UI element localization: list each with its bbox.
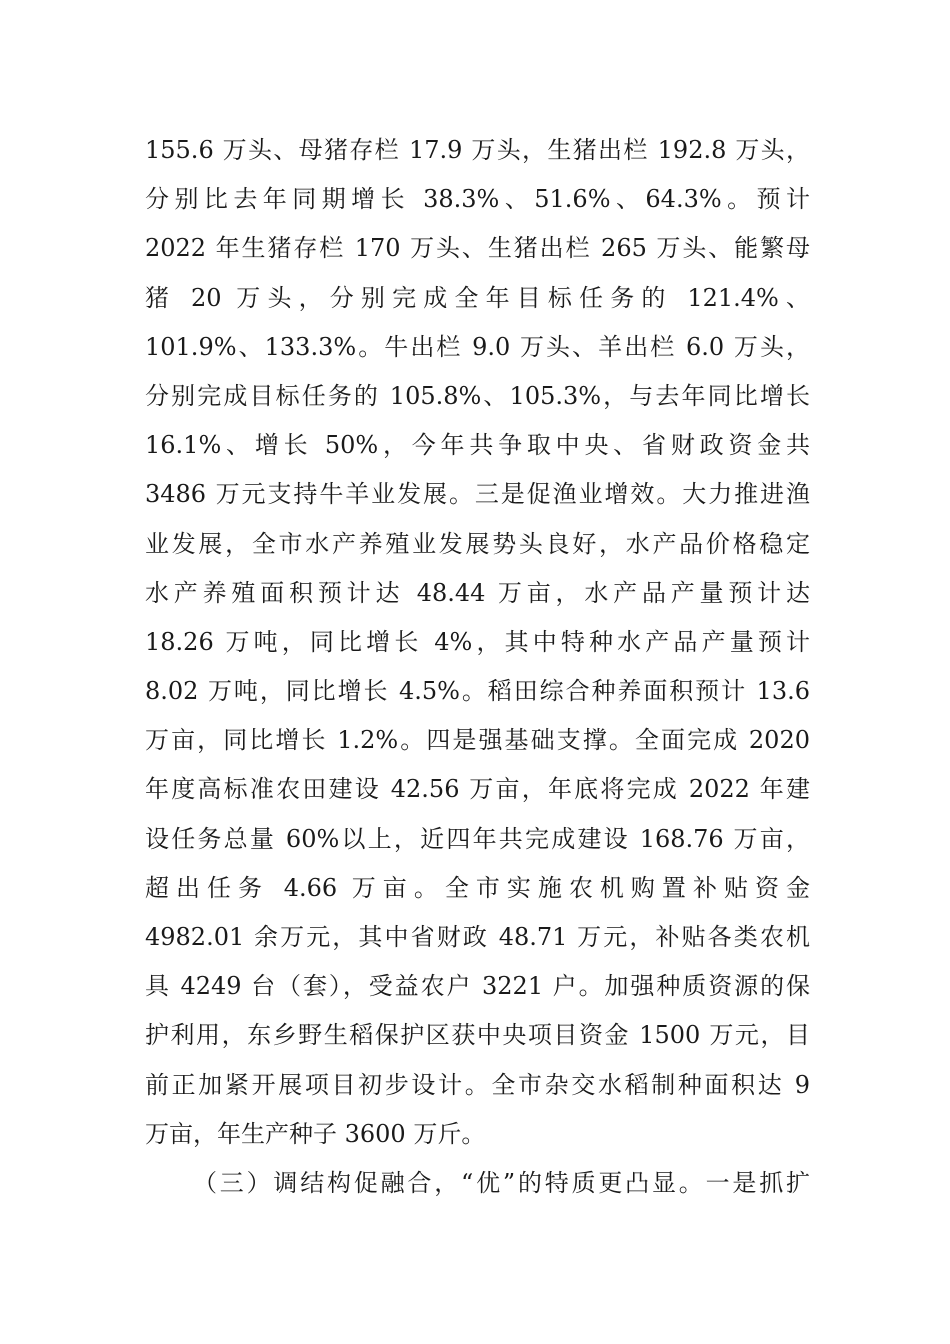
text-line: 具 4249 台（套），受益农户 3221 户。加强种质资源的保 (145, 972, 810, 1001)
body-text (145, 126, 810, 1208)
text-line: 前正加紧开展项目初步设计。全市杂交水稻制种面积达 9 (145, 1070, 810, 1099)
text-line: 分别完成目标任务的 105.8%、105.3%，与去年同比增长 (145, 381, 810, 410)
text-line: 护利用，东乡野生稻保护区获中央项目资金 1500 万元，目 (145, 1021, 810, 1050)
text-line: 101.9%、133.3%。牛出栏 9.0 万头、羊出栏 6.0 万头， (145, 332, 810, 361)
text-line: 业发展，全市水产养殖业发展势头良好，水产品价格稳定 (145, 529, 810, 558)
text-line: 水产养殖面积预计达 48.44 万亩，水产品产量预计达 (145, 578, 810, 607)
text-line: 2022 年生猪存栏 170 万头、生猪出栏 265 万头、能繁母 (145, 234, 810, 263)
text-line: 4982.01 余万元，其中省财政 48.71 万元，补贴各类农机 (145, 923, 810, 951)
text-line: 设任务总量 60%以上，近四年共完成建设 168.76 万亩， (145, 824, 810, 853)
text-line: 3486 万元支持牛羊业发展。三是促渔业增效。大力推进渔 (145, 480, 810, 509)
text-line: 155.6 万头、母猪存栏 17.9 万头，生猪出栏 192.8 万头， (145, 136, 810, 164)
text-line: 8.02 万吨，同比增长 4.5%。稻田综合种养面积预计 13.6 (145, 677, 810, 706)
section-heading-line: （三）调结构促融合，“优”的特质更凸显。一是抓扩 (193, 1168, 810, 1197)
text-line: 16.1%、增长 50%，今年共争取中央、省财政资金共 (145, 431, 810, 460)
text-line: 猪 20 万头，分别完成全年目标任务的 121.4%、 (145, 283, 810, 312)
text-line: 分别比去年同期增长 38.3%、51.6%、64.3%。预计 (145, 185, 810, 214)
paragraph-end-line: 万亩，年生产种子 3600 万斤。 (145, 1119, 486, 1148)
text-line: 万亩，同比增长 1.2%。四是强基础支撑。全面完成 2020 (145, 726, 810, 755)
text-line: 18.26 万吨，同比增长 4%，其中特种水产品产量预计 (145, 627, 810, 656)
text-line: 超出任务 4.66 万亩。全市实施农机购置补贴资金 (145, 873, 810, 902)
text-line: 年度高标准农田建设 42.56 万亩，年底将完成 2022 年建 (145, 775, 810, 804)
